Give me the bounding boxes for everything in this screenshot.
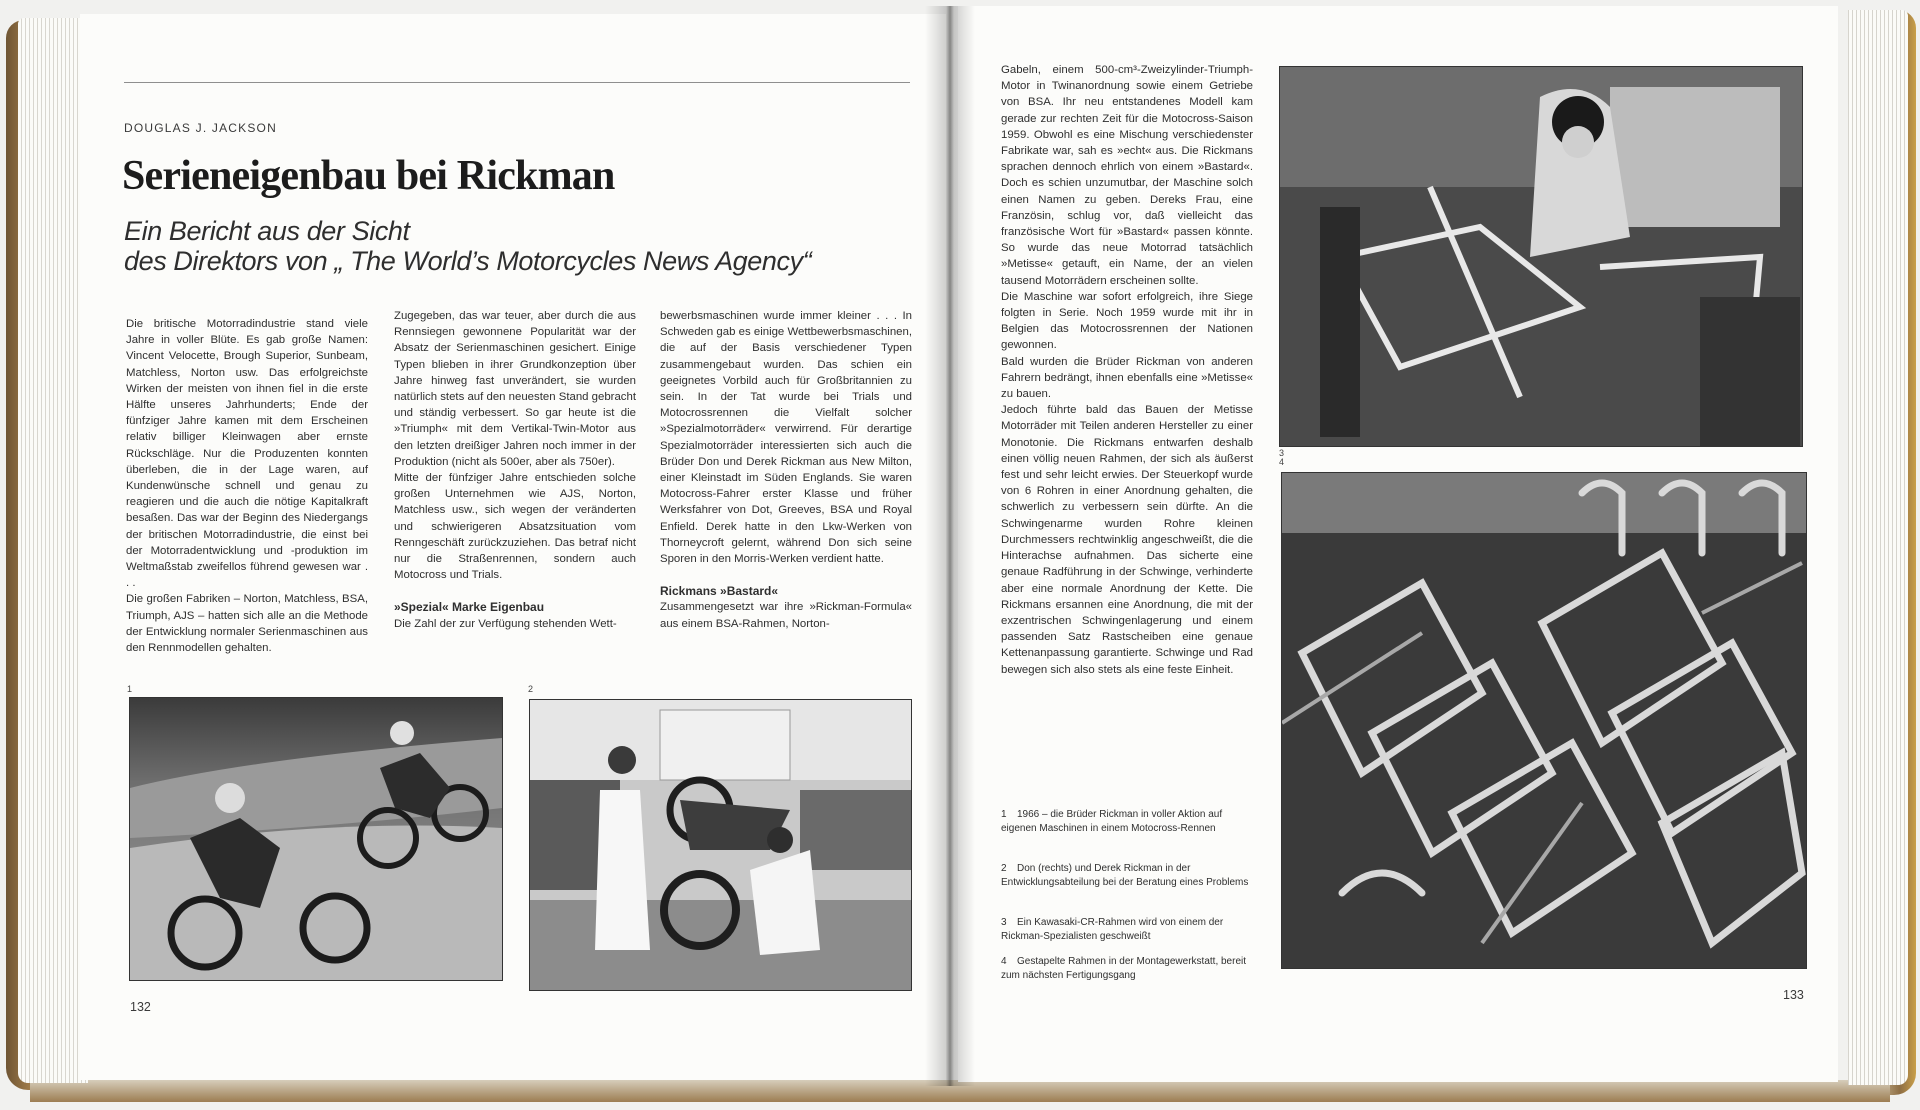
page-stack-right — [1848, 10, 1908, 1085]
section-heading: Rickmans »Bastard« — [660, 584, 779, 599]
page-number: 133 — [1783, 988, 1804, 1002]
book-gutter — [925, 6, 975, 1086]
paragraph: Die britische Motorradindustrie stand viele Jahre in voller Blüte. Es gab große Namen: Vincent Velocette, Brough Superior, Sunbeam, Matchless, Norton usw. Das erfolgreichste Wirken der meisten von ihnen fiel in die erste Hälfte unseres Jahrhunderts; Ende der fünfziger Jahre kamen mit dem Erscheinen relativ billiger Kleinwagen aber ernste Rückschläge. Nur die Produzenten konnten überleben, die in der Lage waren, auf Kundenwünsche schnell und genau zu reagieren und die auch die nötige Kapitalkraft besaßen. Das war der Beginn des Niedergangs der britischen Motorradindustrie, die einst bei der Motorradentwicklung und -produktion im Weltmaßstab zweifellos führend gewesen war . . . — [126, 318, 368, 590]
photo-number: 2 — [528, 684, 534, 694]
caption-2 — [1001, 862, 1253, 889]
article-subtitle — [124, 216, 811, 276]
caption-text: Ein Kawasaki-CR-Rahmen wird von einem der Rickman-Spezialisten geschweißt — [1001, 917, 1224, 942]
photo-number: 1 — [127, 684, 133, 694]
paragraph: bewerbsmaschinen wurde immer kleiner . . . In Schweden gab es einige Wettbewerbsmaschinen, die auf der Basis verschiedener Typen zusammengebaut wurden. Das schien ein geeignetes Vorbild auch für Großbritannien zu sein. In der Tat wurde bei Trials und Motocrossrennen die Vielfalt solcher »Spezialmotorräder« verwirrend. Für derartige Spezialmotorräder interessierten sich auch die Brüder Don und Derek Rickman aus New Milton, einer Kleinstadt im Süden Englands. Sie waren Motocross-Fahrer erster Klasse und früher Werksfahrer von Dot, Greeves, BSA und Royal Enfield. Derek hatte in den Lkw-Werken von Thorneycroft gelernt, während Don sich seine Sporen in den Morris-Werken verdient hatte. — [660, 310, 912, 566]
paragraph: Mitte der fünfziger Jahre entschieden solche großen Unternehmen wie AJS, Norton, Matchless usw., sich wegen der veränderten und schwierigeren Absatzsituation vom Renngeschäft zurückzuziehen. Das betraf nicht nur die Straßenrennen, sondern auch Motocross und Trials. — [394, 472, 636, 582]
caption-number: 1 — [1001, 809, 1007, 820]
caption-number: 2 — [1001, 863, 1007, 874]
caption-text: Don (rechts) und Derek Rickman in der Entwicklungsabteilung bei der Beratung eines Problems — [1001, 863, 1249, 888]
caption-1 — [1001, 808, 1253, 835]
photo-workshop-meeting — [529, 699, 912, 991]
photo-number: 3 4 — [1279, 448, 1285, 467]
paragraph: Jedoch führte bald das Bauen der Metisse Motorräder mit Teilen anderen Hersteller zu einer Monotonie. Die Rickmans entwarfen deshalb einen völlig neuen Rahmen, der sich als äußerst fest und sehr leicht erwies. Der Steuerkopf wurde von 6 Rohren in einer Anordnung gehalten, die schwerlich zu verbessern sein dürfte. An die Schwingenarme wurden Rohre kleinen Durchmessers rechtwinklig angeschweißt, die die Hinterachse aufnahmen. Das sicherte eine genaue Radführung in der Schwinge, verhinderte aber eine normale Anordnung der Kette. Die Rickmans ersannen eine Anordnung, die mit der exzentrischen Schwingenlagerung und einem passenden Satz Rastscheiben eine genaue Kettenanpassung garantierte. Schwinge und Rad bewegen sich also stets als eine feste Einheit. — [1001, 404, 1253, 676]
caption-text: 1966 – die Brüder Rickman in voller Aktion auf eigenen Maschinen in einem Motocross-Rennen — [1001, 809, 1223, 834]
paragraph: Gabeln, einem 500-cm³-Zweizylinder-Triumph-Motor in Twinanordnung sowie einem Getriebe von BSA. Ihr neu entstandenes Modell kam gerade zur rechten Zeit für die Motocross-Saison 1959. Obwohl es eine Mischung verschiedenster Fabrikate war, sah es »echt« aus. Die Rickmans sprachen dennoch ehrlich von einem »Bastard«. Doch es schien unzumutbar, der Maschine solch einen Namen zu geben. Dereks Frau, eine Französin, schlug vor, daß vielleicht das französische Wort für »Bastard« passen könnte. So wurde das neue Motorrad tatsächlich »Metisse« getauft, ein Name, der an vielen tausend Motorrädern erscheinen sollte. — [1001, 64, 1253, 287]
photo-frame-welding — [1279, 66, 1803, 447]
page-number: 132 — [130, 1000, 151, 1014]
caption-number: 4 — [1001, 956, 1007, 967]
text-column-3 — [660, 308, 912, 632]
caption-4 — [1001, 955, 1253, 982]
subtitle-line-1: Ein Bericht aus der Sicht — [124, 216, 410, 246]
paragraph: Zugegeben, das war teuer, aber durch die aus Rennsiegen gewonnene Popularität war der Absatz der Serienmaschinen gesichert. Einige Typen blieben in ihrer Grundkonzeption über Jahre hinweg fast unverändert, sie wurden natürlich stets auf den neuesten Stand gebracht und ständig verbessert. So gar heute ist die »Triumph« mit dem Vertikal-Twin-Motor aus den letzten dreißiger Jahren noch immer in der Produktion (nicht als 500er, aber als 750er). — [394, 310, 636, 468]
caption-3 — [1001, 916, 1253, 943]
section-heading: »Spezial« Marke Eigenbau — [394, 600, 545, 615]
paragraph: Zusammengesetzt war ihre »Rickman-Formula« aus einem BSA-Rahmen, Norton- — [660, 601, 912, 630]
paragraph: Die Zahl der zur Verfügung stehenden Wett- — [394, 617, 617, 630]
text-column-2 — [394, 308, 636, 632]
page-stack-left — [18, 18, 88, 1083]
article-title: Serieneigenbau bei Rickman — [122, 153, 615, 199]
caption-number: 3 — [1001, 917, 1007, 928]
text-column-1 — [126, 316, 368, 656]
author-name: DOUGLAS J. JACKSON — [124, 121, 277, 135]
photo-stacked-frames — [1281, 472, 1807, 969]
paragraph: Die großen Fabriken – Norton, Matchless, BSA, Triumph, AJS – hatten sich alle an die Methode der Entwicklung normaler Serienmaschinen aus den Rennmodellen gehalten. — [126, 593, 368, 655]
header-rule — [124, 82, 910, 83]
paragraph: Bald wurden die Brüder Rickman von anderen Fahrern bedrängt, ihnen ebenfalls eine »Metisse« zu bauen. — [1001, 355, 1253, 401]
text-column-right — [1001, 62, 1253, 678]
subtitle-line-2: des Direktors von „ The World’s Motorcycles News Agency“ — [124, 246, 812, 276]
photo-motocross-riders — [129, 697, 503, 981]
paragraph: Die Maschine war sofort erfolgreich, ihre Siege folgten in Serie. Noch 1959 wurde mit ihr in Belgien das Motocrossrennen der Nationen gewonnen. — [1001, 290, 1253, 352]
caption-text: Gestapelte Rahmen in der Montagewerkstatt, bereit zum nächsten Fertigungsgang — [1001, 956, 1247, 981]
